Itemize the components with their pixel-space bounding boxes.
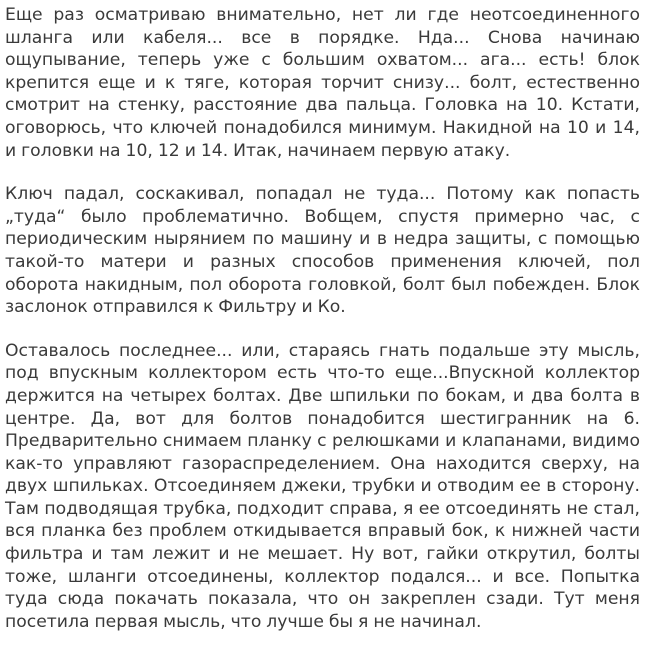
paragraph-3: Оставалось последнее... или, стараясь гнать подальше эту мысль, под впускным коллектором есть что-то еще...Впускной коллектор держится на четырех болтах. Две шпильки по бокам, и два болта в центре. Да, вот для болтов понадобится шестигранник на 6. Предварительно снимаем планку с релюшками и клапанами, видимо как-то управляют газораспределением. Она находится сверху, на двух шпильках. Отсоединяем джеки, трубки и отводим ее в сторону. Там подводящая трубка, подходит справа, я ее отсоединять не стал, вся планка без проблем откидывается вправый бок, к нижней части фильтра и там лежит и не мешает. Ну вот, гайки открутил, болты тоже, шланги отсоединены, коллектор подался... и все. Попытка туда сюда покачать показала, что он закреплен сзади. Тут меня посетила первая мысль, что лучше бы я не начинал.: [5, 340, 640, 632]
paragraph-2: Ключ падал, соскакивал, попадал не туда... Потому как попасть „туда“ было проблематично. Вобщем, спустя примерно час, с периодическим нырянием по машину и в недра защиты, с помощью такой-то матери и разных способов применения ключей, пол оборота накидным, пол оборота головкой, болт был побежден. Блок заслонок отправился к Фильтру и Ко.: [5, 184, 640, 318]
paragraph-1: Еще раз осматриваю внимательно, нет ли где неотсоединенного шланга или кабеля... все в порядке. Нда... Снова начинаю ощупывание, теперь уже с большим охватом... ага... есть! блок крепится еще и к тяге, которая торчит снизу... болт, естественно смотрит на стенку, расстояние два пальца. Головка на 10. Кстати, оговорюсь, что ключей понадобился минимум. Накидной на 10 и 14, и головки на 10, 12 и 14. Итак, начинаем первую атаку.: [5, 5, 640, 161]
